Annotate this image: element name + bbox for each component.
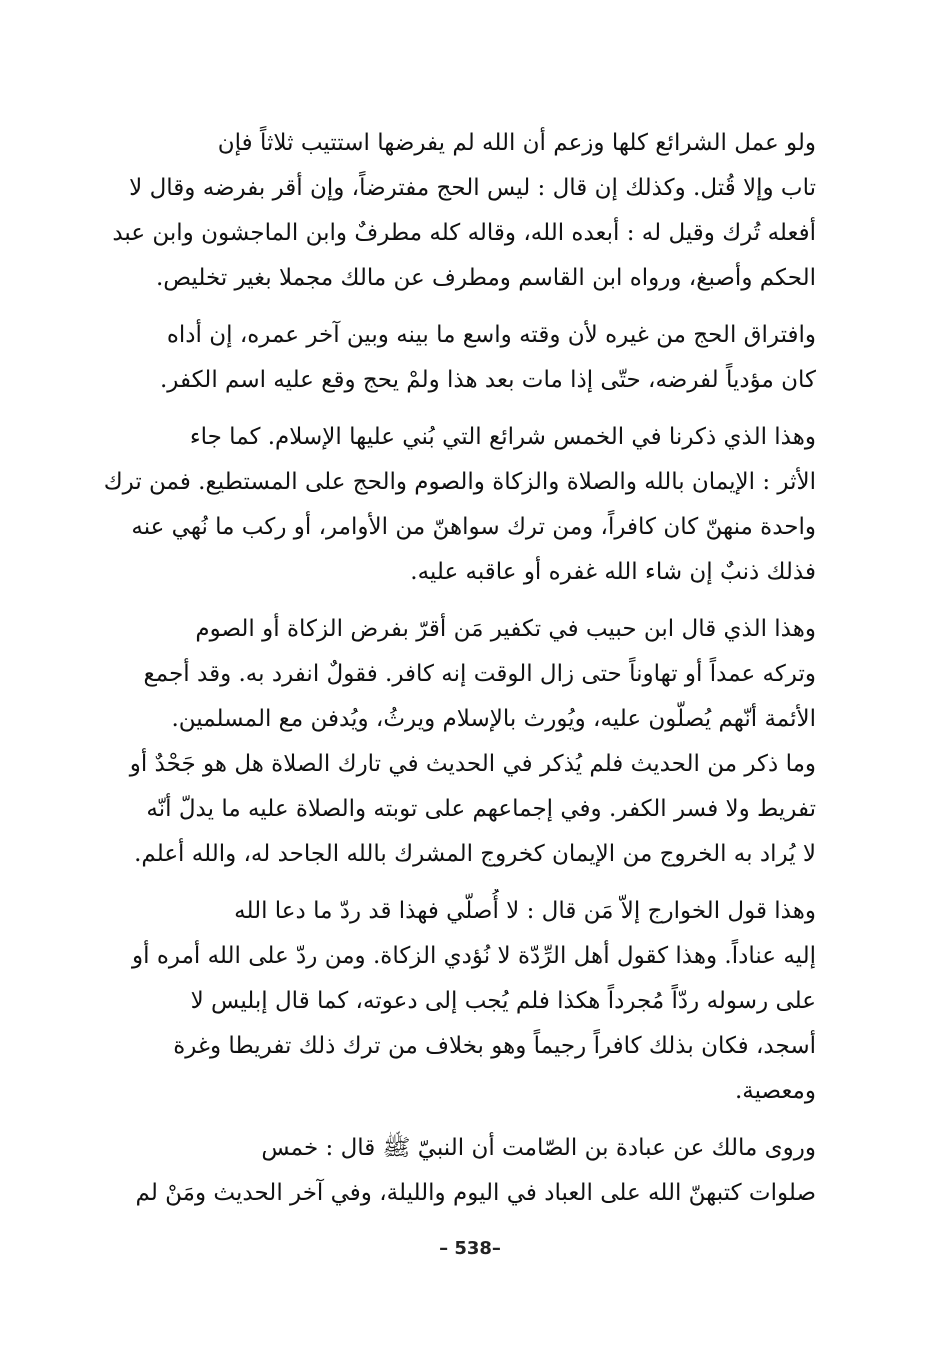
paragraph-5 — [104, 889, 816, 1114]
paragraph-1 — [104, 121, 816, 301]
text-line: الأثر : الإيمان بالله والصلاة والزكاة والصوم والحج على المستطيع. فمن ترك — [104, 469, 816, 495]
text-line: وافتراق الحج من غيره لأن وقته واسع ما بينه وبين آخر عمره، إن أداه — [166, 322, 816, 348]
text-line: وهذا الذي ذكرنا في الخمس شرائع التي بُني عليها الإسلام. كما جاء — [189, 424, 816, 450]
text-line: الحكم وأصبغ، ورواه ابن القاسم ومطرف عن مالك مجملا بغير تخليص. — [155, 265, 816, 291]
text-line: وروى مالك عن عبادة بن الصّامت أن النبيّ ﷺ قال : خمس — [261, 1135, 816, 1161]
text-line: وهذا قول الخوارج إلاّ مَن قال : لا أُصلّي فهذا قد ردّ ما دعا الله — [234, 898, 816, 924]
text-line: تفريط ولا فسر الكفر. وفي إجماعهم على توبته والصلاة عليه ما يدلّ أنّه — [146, 796, 816, 822]
text-line: أسجد، فكان بذلك كافراً رجيماً وهو بخلاف من ترك ذلك تفريطا وغرة — [173, 1033, 816, 1059]
text-line: الأئمة أنّهم يُصلّون عليه، ويُورث بالإسلام ويرثُ، ويُدفن مع المسلمين. — [171, 706, 816, 732]
text-line: لا يُراد به الخروج من الإيمان كخروج المشرك بالله الجاحد له، والله أعلم. — [134, 841, 816, 867]
text-line: تاب وإلا قُتل. وكذلك إن قال : ليس الحج مفترضاً، وإن أقر بفرضه وقال لا — [129, 175, 816, 201]
text-line: وما ذكر من الحديث فلم يُذكر في الحديث في تارك الصلاة هل هو جَحْدٌ أو — [129, 751, 816, 777]
text-line: إليه عناداً. وهذا كقول أهل الرِّدّة لا نُؤدي الزكاة. ومن ردّ على الله أمره أو — [132, 943, 816, 969]
text-line: واحدة منهنّ كان كافراً، ومن ترك سواهنّ من الأوامر، أو ركب ما نُهي عنه — [131, 514, 816, 540]
paragraph-2 — [104, 313, 816, 403]
text-line: وهذا الذي قال ابن حبيب في تكفير مَن أقرّ بفرض الزكاة أو الصوم — [195, 616, 816, 642]
body-text — [104, 121, 816, 1228]
paragraph-3 — [104, 415, 816, 595]
text-line: صلوات كتبهنّ الله على العباد في اليوم والليلة، وفي آخر الحديث ومَنْ لم — [135, 1180, 816, 1206]
paragraph-6 — [104, 1126, 816, 1216]
text-line: ومعصية. — [734, 1078, 816, 1104]
text-line: كان مؤدياً لفرضه، حتّى إذا مات بعد هذا ولمْ يحج وقع عليه اسم الكفر. — [159, 367, 816, 393]
text-line: فذلك ذنبٌ إن شاء الله غفره أو عاقبه عليه. — [410, 559, 816, 585]
text-line: وتركه عمداً أو تهاوناً حتى زال الوقت إنه كافر. فقولٌ انفرد به. وقد أجمع — [143, 661, 816, 687]
text-line: أفعله تُرك وقيل له : أبعده الله، وقاله كله مطرفٌ وابن الماجشون وابن عبد — [112, 220, 816, 246]
text-line: على رسوله ردّاً مُجرداً هكذا فلم يُجب إلى دعوته، كما قال إبليس لا — [190, 988, 816, 1014]
paragraph-4 — [104, 607, 816, 877]
text-line: ولو عمل الشرائع كلها وزعم أن الله لم يفرضها استتيب ثلاثاً فإن — [217, 130, 816, 156]
page-number: – 538– — [439, 1238, 501, 1259]
